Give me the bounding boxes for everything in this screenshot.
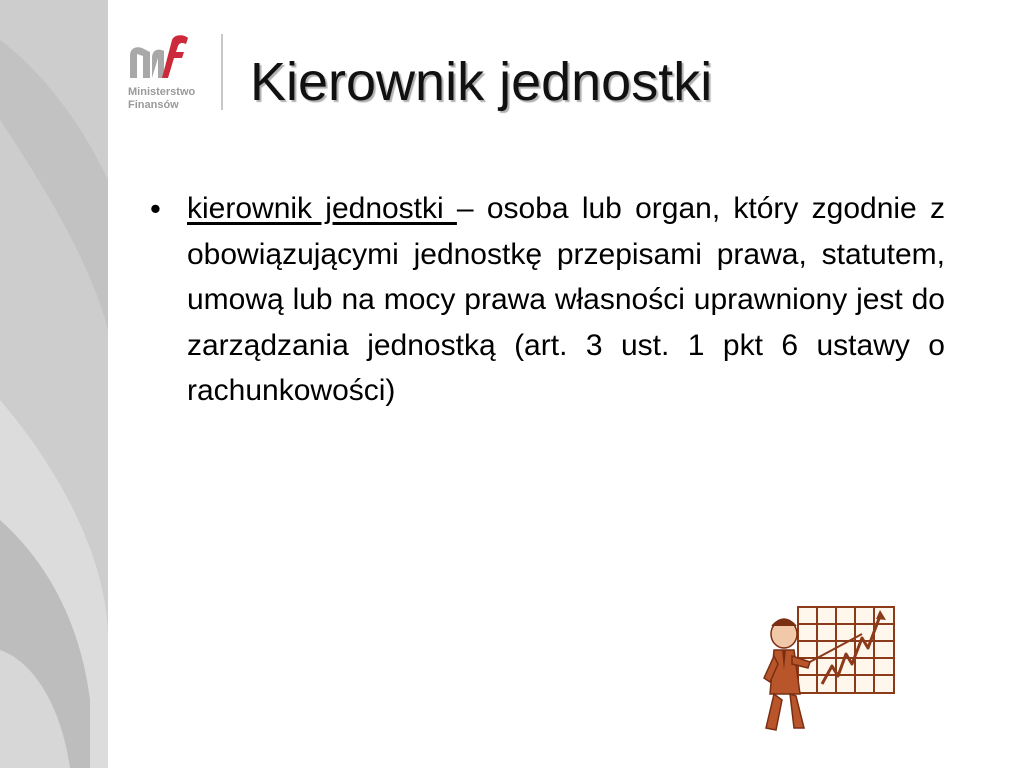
slide-content (150, 186, 945, 414)
logo-line-finance: Finansów (128, 99, 179, 111)
logo-line-ministry: Ministerstwo (128, 86, 196, 98)
definition-term: kierownik jednostki (187, 192, 457, 225)
ministry-logo-mark-icon (128, 34, 192, 86)
businessman-pointing-at-rising-chart-icon (762, 604, 896, 734)
bullet-item (150, 186, 945, 414)
ministry-logo (128, 34, 218, 114)
definition-body: – osoba lub organ, który zgodnie z obowiązującymi jednostkę przepisami prawa, statutem, umową lub na mocy prawa własności uprawniony jest do zarządzania jednostką (art. 3 ust. 1 pkt 6 ustawy o rachunkowości) (187, 192, 945, 407)
logo-divider (221, 34, 223, 110)
slide-title: Kierownik jednostki (250, 52, 713, 112)
bullet-marker: • (150, 191, 161, 226)
bullet-text (187, 186, 945, 414)
side-decoration-band (0, 0, 108, 768)
